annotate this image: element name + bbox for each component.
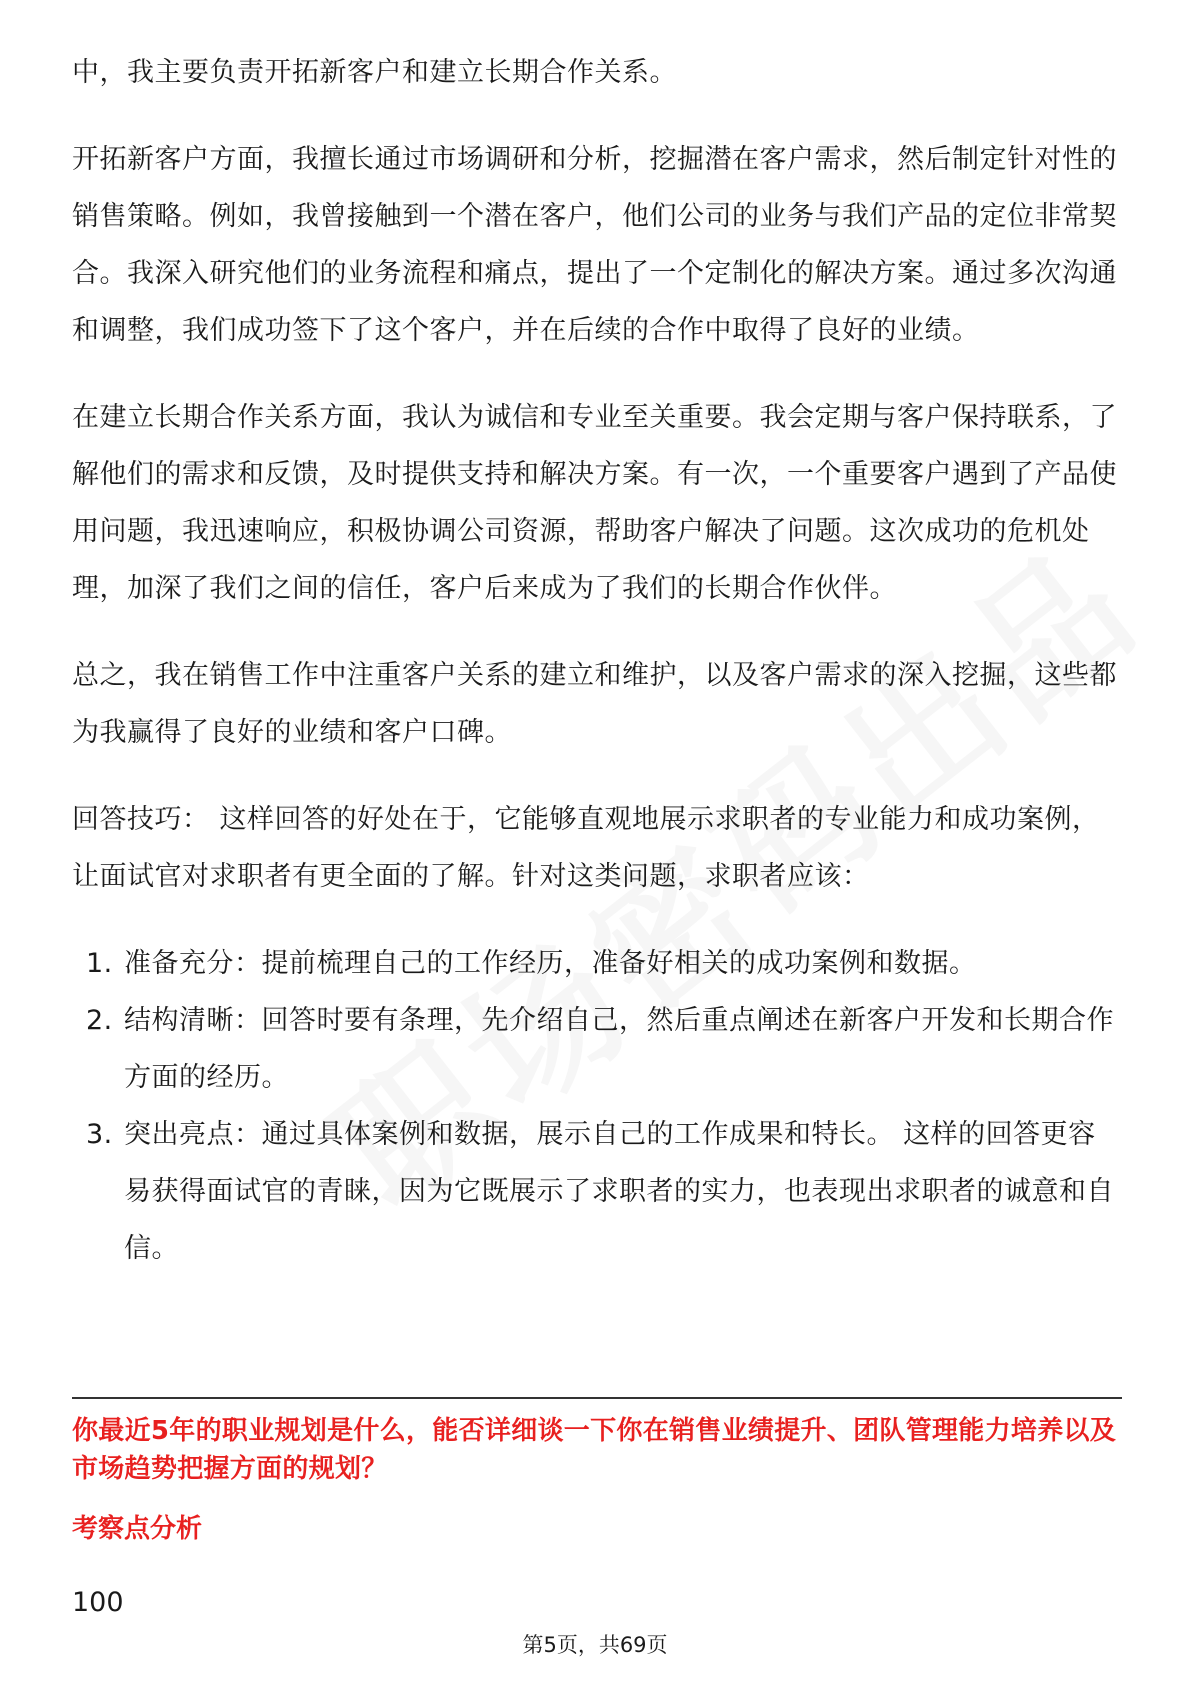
list-number: 2.: [86, 1005, 113, 1036]
question-heading: 你最近5年的职业规划是什么，能否详细谈一下你在销售业绩提升、团队管理能力培养以及市场趋势把握方面的规划？: [72, 1416, 1117, 1484]
score-value: 100: [72, 1587, 124, 1618]
paragraph-intro: 中，我主要负责开拓新客户和建立长期合作关系。: [72, 57, 677, 88]
list-number: 1.: [86, 948, 113, 979]
list-text: 准备充分：提前梳理自己的工作经历，准备好相关的成功案例和数据。: [124, 948, 977, 979]
list-item: [72, 1106, 1122, 1277]
list-item: [72, 935, 1122, 992]
list-text: 突出亮点：通过具体案例和数据，展示自己的工作成果和特长。 这样的回答更容易获得面试官的青睐，因为它既展示了求职者的实力，也表现出求职者的诚意和自信。: [124, 1119, 1114, 1264]
section-divider: [72, 1397, 1122, 1399]
tips-text: 这样回答的好处在于，它能够直观地展示求职者的专业能力和成功案例，让面试官对求职者有更全面的了解。针对这类问题，求职者应该：: [72, 804, 1100, 892]
paragraph-long-term: 在建立长期合作关系方面，我认为诚信和专业至关重要。我会定期与客户保持联系，了解他们的需求和反馈，及时提供支持和解决方案。有一次，一个重要客户遇到了产品使用问题，我迅速响应，积极协调公司资源，帮助客户解决了问题。这次成功的危机处理，加深了我们之间的信任，客户后来成为了我们的长期合作伙伴。: [72, 402, 1117, 604]
paragraph-summary: 总之，我在销售工作中注重客户关系的建立和维护，以及客户需求的深入挖掘，这些都为我赢得了良好的业绩和客户口碑。: [72, 660, 1117, 748]
tips-label: 回答技巧：: [72, 804, 210, 835]
list-number: 3.: [86, 1119, 113, 1150]
page-footer: 第5页，共69页: [522, 1633, 668, 1657]
list-item: [72, 992, 1122, 1106]
answer-tips: [72, 791, 1122, 905]
paragraph-new-clients: 开拓新客户方面，我擅长通过市场调研和分析，挖掘潜在客户需求，然后制定针对性的销售策略。例如，我曾接触到一个潜在客户，他们公司的业务与我们产品的定位非常契合。我深入研究他们的业务流程和痛点，提出了一个定制化的解决方案。通过多次沟通和调整，我们成功签下了这个客户，并在后续的合作中取得了良好的业绩。: [72, 144, 1117, 346]
list-text: 结构清晰：回答时要有条理，先介绍自己，然后重点阐述在新客户开发和长期合作方面的经历。: [124, 1005, 1114, 1093]
tips-list: [72, 935, 1122, 1277]
main-content: [72, 44, 1122, 1277]
analysis-heading: 考察点分析: [72, 1514, 203, 1544]
